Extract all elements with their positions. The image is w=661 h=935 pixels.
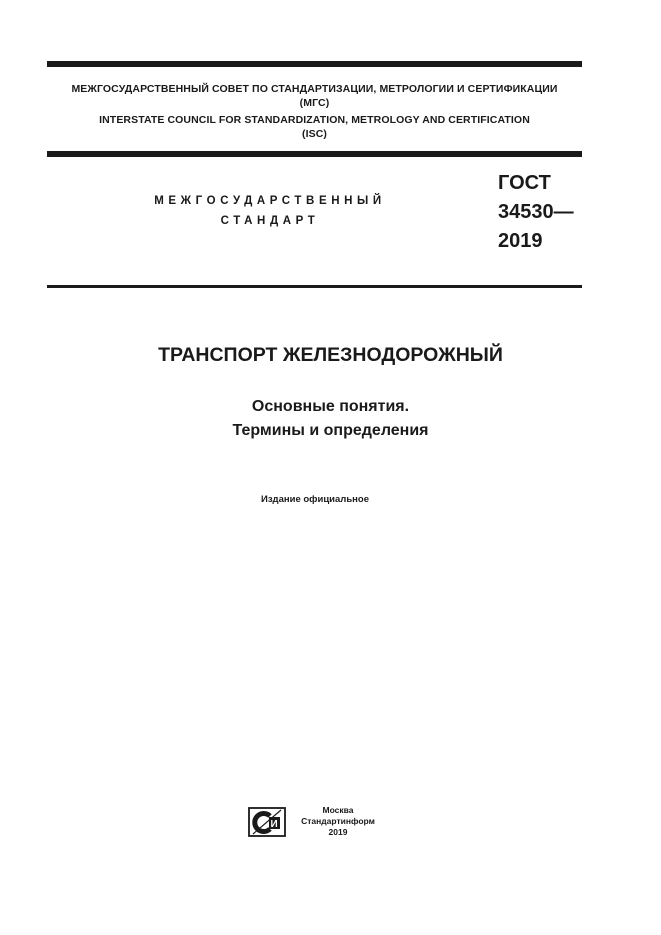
svg-text:И: И [270,819,278,830]
gost-year: 2019 [498,230,543,252]
header-bottom-rule [47,151,582,157]
council-ru-name: МЕЖГОСУДАРСТВЕННЫЙ СОВЕТ ПО СТАНДАРТИЗАЦИИ, МЕТРОЛОГИИ И СЕРТИФИКАЦИИ [71,83,558,95]
document-title: ТРАНСПОРТ ЖЕЛЕЗНОДОРОЖНЫЙ [158,344,503,366]
publisher-block [298,805,378,838]
gost-number: 34530— [498,201,574,223]
standard-type-line1: МЕЖГОСУДАРСТВЕННЫЙ [154,195,386,207]
council-english [47,113,582,141]
council-en-name: INTERSTATE COUNCIL FOR STANDARDIZATION, METROLOGY AND CERTIFICATION [99,114,530,126]
standard-type [100,191,440,231]
gost-designation [498,169,574,256]
publisher-year: 2019 [328,827,348,837]
council-russian [47,82,582,110]
publisher-name: Стандартинформ [301,816,375,826]
council-en-abbr: (ISC) [302,128,327,140]
document-subtitle-line1: Основные понятия. [251,398,410,415]
mid-rule [47,285,582,288]
publisher-city: Москва [322,805,354,815]
edition-note: Издание официальное [261,494,369,505]
top-rule [47,61,582,67]
council-ru-abbr: (МГС) [299,97,330,109]
document-subtitle-line2: Термины и определения [232,422,429,439]
standard-type-line2: СТАНДАРТ [220,215,320,227]
standartinform-logo-icon [248,807,286,837]
gost-label: ГОСТ [498,172,551,194]
